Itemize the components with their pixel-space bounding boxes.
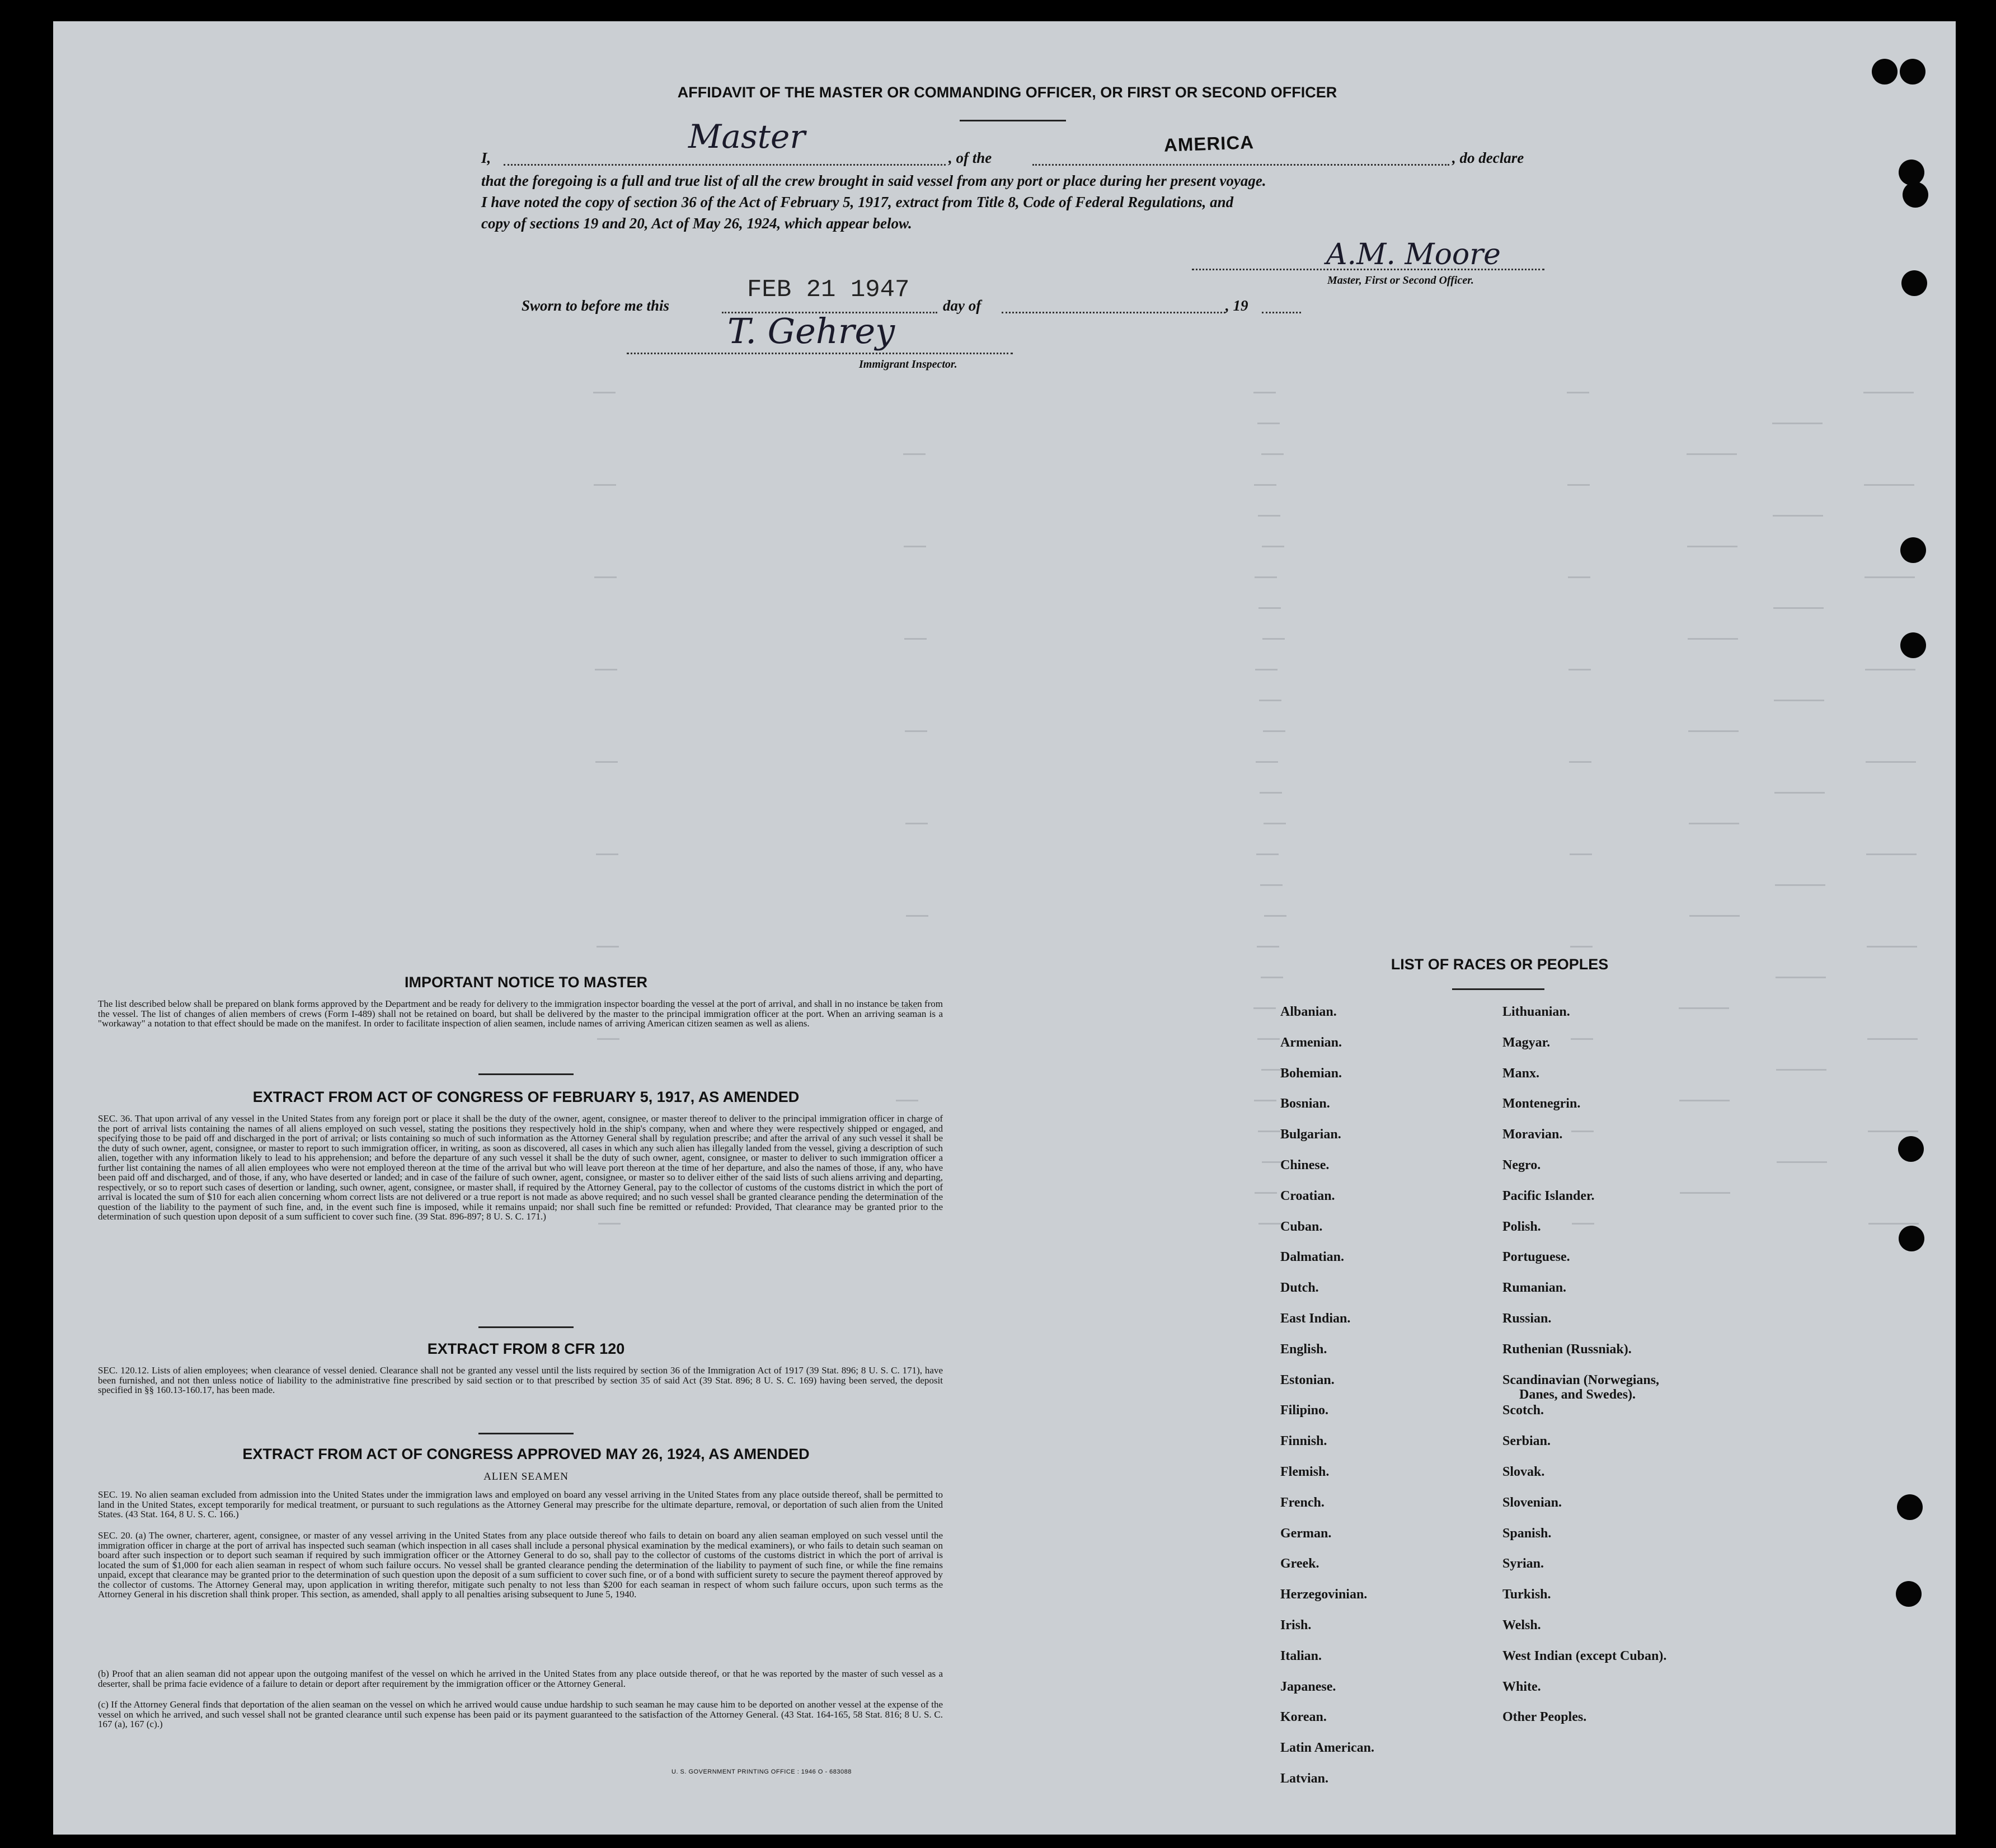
race-item: Moravian. [1502, 1127, 1563, 1142]
notice-heading: IMPORTANT NOTICE TO MASTER [405, 974, 647, 991]
divider [960, 120, 1066, 121]
race-item: Dutch. [1280, 1281, 1319, 1296]
race-item: Lithuanian. [1502, 1005, 1570, 1019]
bleed-through-mark [595, 669, 617, 670]
bleed-through-mark [1689, 823, 1739, 824]
race-item: Rumanian. [1502, 1281, 1567, 1296]
bleed-through-mark [905, 823, 928, 824]
bleed-through-mark [1258, 607, 1281, 609]
punch-hole [1900, 632, 1926, 658]
bleed-through-mark [903, 453, 926, 455]
bleed-through-mark [1866, 853, 1917, 855]
affidavit-title: AFFIDAVIT OF THE MASTER OR COMMANDING OFFICER, OR FIRST OR SECOND OFFICER [677, 84, 1337, 101]
bleed-through-mark [1864, 484, 1914, 486]
race-item: West Indian (except Cuban). [1502, 1648, 1667, 1663]
race-item: Korean. [1280, 1710, 1327, 1725]
bleed-through-mark [1680, 1192, 1730, 1194]
bleed-through-mark [1865, 669, 1915, 670]
race-item: German. [1280, 1526, 1332, 1541]
alien-seamen-subheading: ALIEN SEAMEN [483, 1471, 569, 1483]
race-item: Scandinavian (Norwegians, [1502, 1372, 1660, 1387]
race-item: Syrian. [1502, 1556, 1544, 1572]
race-item: Pacific Islander. [1502, 1188, 1595, 1203]
race-item: Bosnian. [1280, 1096, 1330, 1111]
master-name-line [504, 164, 946, 166]
bleed-through-mark [1776, 977, 1826, 978]
race-item: Latin American. [1280, 1741, 1374, 1756]
race-item: Danes, and Swedes). [1519, 1387, 1636, 1402]
race-item: Other Peoples. [1502, 1710, 1587, 1725]
race-item: Latvian. [1280, 1771, 1329, 1786]
bleed-through-mark [1263, 730, 1285, 732]
bleed-through-mark [904, 638, 927, 640]
extract-1917-heading: EXTRACT FROM ACT OF CONGRESS OF FEBRUARY 5, 1917, AS AMENDED [252, 1089, 800, 1105]
punch-hole [1897, 1494, 1923, 1520]
bleed-through-mark [1571, 1131, 1594, 1132]
bleed-through-mark [1258, 1131, 1280, 1132]
race-item: Turkish. [1502, 1587, 1551, 1602]
race-item: Japanese. [1280, 1679, 1336, 1694]
bleed-through-mark [1775, 884, 1825, 886]
bleed-through-mark [1679, 1100, 1730, 1101]
year-label: , 19 [1225, 297, 1248, 314]
bleed-through-mark [1868, 1223, 1919, 1225]
vessel-name-stamp: AMERICA [1163, 132, 1255, 156]
printer-imprint: U. S. GOVERNMENT PRINTING OFFICE : 1946 O - 683088 [671, 1769, 852, 1775]
race-item: Armenian. [1280, 1035, 1342, 1050]
bleed-through-mark [1254, 1100, 1276, 1101]
punch-hole [1900, 59, 1925, 85]
bleed-through-mark [906, 915, 928, 917]
extract-1917-text: SEC. 36. That upon arrival of any vessel in the United States from any foreign port or place it shall be the duty of the owner, agent, consignee, or master thereof to deliver to the principal immigration officer in charge of the port of arrival lists containing the names of all aliens employed on such vessel, stating the positions they respectively hold in the ship's company, when and where they were respectively shipped or engaged, and specifying those to be paid off and discharged in the port of arrival; or lists containing so much of such information as the Attorney General shall by regulation prescribe; and after the arrival of any such vessel it shall be the duty of such owner, agent, consignee, or master to report to such immigration officer, in writing, as soon as discovered, all cases in which any such alien has illegally landed from the vessel, giving a description of such alien, together with any information likely to lead to his apprehension; and before the departure of any such vessel it shall be the duty of such owner, agent, consignee, or master to deliver to such immigration officer a further list containing the names of all alien employees who were not employed thereon at the time of the arrival but who will leave port thereon at the time of her departure, and also the names of those, if any, who have been paid off and discharged, and of those, if any, who have deserted or landed; and in case of the failure of such owner, agent, consignee, or master so to deliver either of the said lists of such aliens arriving and departing, respectively, or so to report such cases of desertion or landing, such owner, agent, consignee, or master shall, if required by the Attorney General, pay to the collector of customs of the customs district in which the port of arrival is located the sum of $10 for each alien concerning whom correct lists are not delivered or a true report is not made as above required; and no such vessel shall be granted clearance pending the determination of the question of the liability to the payment of such fine, and, in the event such fine is imposed, while it remains unpaid; nor shall such fine be remitted or refunded: Provided, That clearance may be granted prior to the determination of such question upon deposit of a sum sufficient to cover such fine. (39 Stat. 896-897; 8 U. S. C. 171.) [98, 1113, 943, 1222]
year-line [1262, 312, 1301, 313]
divider [478, 1326, 574, 1328]
race-item: Spanish. [1502, 1526, 1552, 1541]
race-item: Albanian. [1280, 1005, 1337, 1019]
sec-20a-text: SEC. 20. (a) The owner, charterer, agent, consignee, or master of any vessel arriving in the United States from any place outside thereof who fails to detain on board any alien seaman employed on such vessel until the immigration officer in charge at the port of arrival has inspected such seaman (which inspection in all cases shall include a personal physical examination by the medical examiners), or who fails to detain such seaman on board after such inspection or to deport such seaman if required by such immigration officer or the Attorney General to do so, shall pay to the collector of customs of the customs district in which the port of arrival is located the sum of $1,000 for each alien seaman in respect of whom such failure occurs. No vessel shall be granted clearance pending the determination of the liability to payment of such fine, or while the fine remains unpaid, except that clearance may be granted prior to the determination of such question upon the deposit of a sum sufficient to cover such fine, or of a bond with sufficient surety to secure the payment thereof approved by the collector of customs. The Attorney General may, upon application in writing therefor, mitigate such penalty to not less than $200 for each seaman in respect of whom such failure occurs, upon such terms as the Attorney General in his discretion shall think proper. This section, as amended, shall apply to all penalties arising subsequent to June 5, 1940. [98, 1530, 943, 1600]
bleed-through-mark [1255, 1192, 1277, 1194]
affidavit-body-1: that the foregoing is a full and true list of all the crew brought in said vessel from any port or place during her present voyage. [481, 172, 1266, 189]
bleed-through-mark [595, 761, 618, 763]
race-item: Herzegovinian. [1280, 1587, 1368, 1602]
punch-hole [1898, 1136, 1924, 1162]
bleed-through-mark [1867, 1038, 1918, 1040]
bleed-through-mark [1571, 1038, 1593, 1040]
bleed-through-mark [1258, 1223, 1281, 1225]
bleed-through-mark [1867, 946, 1917, 948]
punch-hole [1903, 182, 1928, 208]
bleed-through-mark [1568, 576, 1590, 578]
sec-19-text: SEC. 19. No alien seaman excluded from admission into the United States under the immigration laws and employed on board any vessel arriving in the United States from any place outside thereof, shall be permitted to land in the United States, except temporarily for medical treatment, or pursuant to such regulations as the Attorney General may prescribe for the ultimate departure, removal, or deportation of such alien from the United States. (43 Stat. 164, 8 U. S. C. 166.) [98, 1489, 943, 1519]
race-item: Polish. [1502, 1219, 1541, 1234]
race-item: Cuban. [1280, 1219, 1323, 1234]
bleed-through-mark [1568, 669, 1591, 670]
race-item: Ruthenian (Russniak). [1502, 1342, 1632, 1357]
extract-cfr-heading: EXTRACT FROM 8 CFR 120 [427, 1340, 625, 1357]
bleed-through-mark [1567, 392, 1589, 393]
sworn-label: Sworn to before me this [522, 297, 670, 314]
bleed-through-mark [1264, 823, 1286, 824]
race-item: East Indian. [1280, 1311, 1351, 1326]
sec-20c-text: (c) If the Attorney General finds that deportation of the alien seaman on the vessel on which he arrived would cause undue hardship to such seaman he may cause him to be deported on another vessel at the expense of the vessel on which he arrived, and such vessel shall not be granted clearance until such expense has been paid or its payment guaranteed to the satisfaction of the Attorney General. (43 Stat. 164-165, 58 Stat. 816; 8 U. S. C. 167 (a), 167 (c).) [98, 1699, 943, 1729]
master-signature: A.M. Moore [1326, 238, 1501, 271]
inspector-signature-caption: Immigrant Inspector. [859, 358, 957, 370]
bleed-through-mark [1569, 761, 1591, 763]
race-item: Serbian. [1502, 1434, 1551, 1449]
bleed-through-mark [1253, 1007, 1276, 1009]
bleed-through-mark [1255, 576, 1277, 578]
bleed-through-mark [1688, 730, 1739, 732]
bleed-through-mark [1866, 761, 1916, 763]
bleed-through-mark [1570, 853, 1592, 855]
bleed-through-mark [1572, 1223, 1594, 1225]
bleed-through-mark [1570, 946, 1593, 948]
race-item: Croatian. [1280, 1188, 1335, 1203]
bleed-through-mark [594, 484, 616, 486]
race-item: White. [1502, 1679, 1541, 1694]
inspector-signature-line [627, 353, 1013, 354]
race-item: Slovak. [1502, 1465, 1545, 1479]
bleed-through-mark [598, 1223, 621, 1225]
bleed-through-mark [1260, 884, 1283, 886]
extract-cfr-text: SEC. 120.12. Lists of alien employees; when clearance of vessel denied. Clearance shall not be granted any vessel until the lists required by section 36 of the Immigration Act of 1917 (39 Stat. 896; 8 U. S. C. 171), have been furnished, and not then unless notice of liability to the administrative fine prescribed by said section or to that prescribed by section 35 of said Act (39 Stat. 896; 8 U. S. C. 169) having been served, the deposit specified in §§ 160.13-160.17, has been made. [98, 1365, 943, 1395]
race-item: Negro. [1502, 1158, 1541, 1172]
bleed-through-mark [1253, 392, 1276, 393]
master-signature-caption: Master, First or Second Officer. [1327, 274, 1474, 287]
punch-hole [1899, 160, 1924, 185]
bleed-through-mark [1262, 638, 1285, 640]
bleed-through-mark [1257, 1038, 1280, 1040]
bleed-through-mark [1260, 792, 1282, 794]
race-item: French. [1280, 1495, 1325, 1510]
bleed-through-mark [1777, 1161, 1827, 1163]
bleed-through-mark [597, 1038, 619, 1040]
vessel-name-line [1032, 164, 1449, 166]
bleed-through-mark [1254, 484, 1276, 486]
day-of-label: day of [943, 297, 981, 314]
bleed-through-mark [1863, 392, 1914, 393]
bleed-through-mark [597, 946, 619, 948]
race-item: Manx. [1502, 1066, 1539, 1081]
bleed-through-mark [1261, 453, 1284, 455]
punch-hole [1899, 1226, 1924, 1251]
bleed-through-mark [1258, 515, 1280, 517]
race-item: Dalmatian. [1280, 1250, 1344, 1265]
affidavit-body-2: I have noted the copy of section 36 of the Act of February 5, 1917, extract from Title 8, Code of Federal Regulations, and [481, 194, 1234, 210]
bleed-through-mark [1774, 792, 1825, 794]
divider [478, 1433, 574, 1434]
race-item: Welsh. [1502, 1618, 1541, 1633]
race-item: Bulgarian. [1280, 1127, 1341, 1142]
sworn-date-stamp: FEB 21 1947 [747, 276, 910, 304]
bleed-through-mark [1687, 546, 1737, 547]
race-item: Russian. [1502, 1311, 1552, 1326]
race-item: Flemish. [1280, 1465, 1330, 1479]
race-item: Slovenian. [1502, 1495, 1562, 1510]
race-item: Finnish. [1280, 1434, 1327, 1449]
bleed-through-mark [1679, 1007, 1729, 1009]
bleed-through-mark [593, 392, 616, 393]
races-heading: LIST OF RACES OR PEOPLES [1391, 956, 1609, 973]
race-item: Estonian. [1280, 1372, 1335, 1387]
bleed-through-mark [596, 853, 618, 855]
master-name-handwriting: Master [688, 118, 806, 156]
sec-20b-text: (b) Proof that an alien seaman did not appear upon the outgoing manifest of the vessel on which he arrived in the United States from any place outside thereof, or that he was reported by the master of such vessel as a deserter, shall be prima facie evidence of a failure to detain or deport after requirement by the immigration officer or the Attorney General. [98, 1668, 943, 1689]
bleed-through-mark [905, 730, 927, 732]
race-item: Filipino. [1280, 1403, 1329, 1418]
bleed-through-mark [1689, 915, 1740, 917]
race-item: Bohemian. [1280, 1066, 1342, 1081]
bleed-through-mark [1865, 576, 1915, 578]
race-item: Scotch. [1502, 1403, 1544, 1418]
divider [478, 1073, 574, 1075]
bleed-through-mark [1261, 977, 1283, 978]
bleed-through-mark [1773, 515, 1823, 517]
bleed-through-mark [1868, 1131, 1918, 1132]
punch-hole [1872, 59, 1898, 85]
race-item: Portuguese. [1502, 1250, 1570, 1265]
bleed-through-mark [1257, 946, 1279, 948]
bleed-through-mark [1257, 423, 1280, 424]
bleed-through-mark [1773, 607, 1824, 609]
i-label: I, [481, 149, 491, 166]
bleed-through-mark [904, 546, 926, 547]
race-item: Magyar. [1502, 1035, 1551, 1050]
bleed-through-mark [1259, 700, 1281, 701]
bleed-through-mark [1567, 484, 1590, 486]
race-item: Montenegrin. [1502, 1096, 1581, 1111]
bleed-through-mark [1256, 853, 1279, 855]
bleed-through-mark [1262, 546, 1284, 547]
notice-text: The list described below shall be prepared on blank forms approved by the Department and be ready for delivery to the immigration inspector boarding the vessel at the port of arrival, and shall in no instance be taken from the vessel. The list of changes of alien members of crews (Form I-489) shall not be retained on board, but shall be delivered by the master to the principal immigration officer at the port. When an arriving seaman is a "workaway" a notation to that effect should be made on the manifest. In order to facilitate inspection of alien seamen, include names of arriving American citizen seamen as well as aliens. [98, 998, 943, 1029]
bleed-through-mark [1688, 638, 1738, 640]
divider [1452, 988, 1544, 990]
bleed-through-mark [1687, 453, 1737, 455]
month-line [1002, 312, 1225, 313]
bleed-through-mark [1255, 669, 1278, 670]
extract-1924-heading: EXTRACT FROM ACT OF CONGRESS APPROVED MAY 26, 1924, AS AMENDED [242, 1446, 810, 1462]
affidavit-body-3: copy of sections 19 and 20, Act of May 26, 1924, which appear below. [481, 215, 912, 232]
bleed-through-mark [1772, 423, 1823, 424]
bleed-through-mark [1264, 915, 1286, 917]
do-declare-label: , do declare [1452, 149, 1524, 166]
punch-hole [1900, 537, 1926, 563]
inspector-signature: T. Gehrey [727, 311, 895, 351]
bleed-through-mark [594, 576, 617, 578]
punch-hole [1901, 270, 1927, 296]
bleed-through-mark [1776, 1069, 1826, 1071]
race-item: English. [1280, 1342, 1327, 1357]
race-item: Greek. [1280, 1556, 1319, 1572]
race-item: Chinese. [1280, 1158, 1330, 1172]
of-the-label: , of the [948, 149, 992, 166]
punch-hole [1896, 1581, 1922, 1607]
bleed-through-mark [1256, 761, 1278, 763]
race-item: Italian. [1280, 1648, 1322, 1663]
bleed-through-mark [1774, 700, 1824, 701]
race-item: Irish. [1280, 1618, 1312, 1633]
